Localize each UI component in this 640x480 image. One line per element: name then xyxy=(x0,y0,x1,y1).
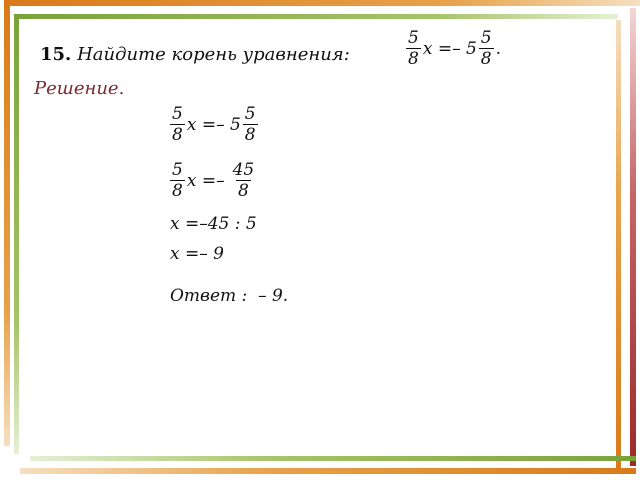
equation-middle: x =– 5 xyxy=(422,38,477,59)
step-2-middle: x =– xyxy=(186,170,225,191)
step-4: x =– 9 xyxy=(170,244,224,264)
problem-statement xyxy=(40,44,350,65)
problem-equation xyxy=(404,28,501,69)
coef-fraction xyxy=(406,28,421,69)
problem-number: 15. xyxy=(40,44,72,65)
step-1-coef-den: 8 xyxy=(172,125,183,145)
left-green-bar xyxy=(14,14,19,454)
step-1 xyxy=(168,104,260,145)
step-2-rhs-num: 45 xyxy=(232,160,255,180)
left-orange-bar xyxy=(4,0,10,446)
right-orange-bar xyxy=(616,20,621,470)
step-1-coef-num: 5 xyxy=(172,104,183,124)
step-3: x =–45 : 5 xyxy=(170,214,257,234)
coef-denominator: 8 xyxy=(408,49,419,69)
step-2-coef xyxy=(170,160,185,201)
answer: Ответ : – 9. xyxy=(170,286,289,306)
equation-period: . xyxy=(495,38,502,59)
step-2-coef-num: 5 xyxy=(172,160,183,180)
right-red-bar xyxy=(630,8,636,466)
rhs-denominator: 8 xyxy=(480,49,492,69)
bottom-orange-bar xyxy=(20,468,636,474)
step-1-rhs xyxy=(243,104,258,145)
step-1-rhs-den: 8 xyxy=(244,125,256,145)
step-1-middle: x =– 5 xyxy=(186,114,241,135)
solution-label: Решение. xyxy=(34,78,125,99)
bottom-green-bar xyxy=(30,456,636,461)
step-1-rhs-num: 5 xyxy=(244,104,256,124)
coef-numerator: 5 xyxy=(408,28,419,48)
top-green-bar xyxy=(18,14,618,19)
step-2-coef-den: 8 xyxy=(172,181,183,201)
step-1-coef xyxy=(170,104,185,145)
step-2-rhs-den: 8 xyxy=(237,181,249,201)
problem-text: Найдите корень уравнения: xyxy=(77,44,350,65)
step-2 xyxy=(168,160,258,201)
top-orange-bar xyxy=(4,0,640,6)
rhs-fraction xyxy=(479,28,494,69)
step-2-rhs xyxy=(231,160,257,201)
rhs-numerator: 5 xyxy=(480,28,492,48)
